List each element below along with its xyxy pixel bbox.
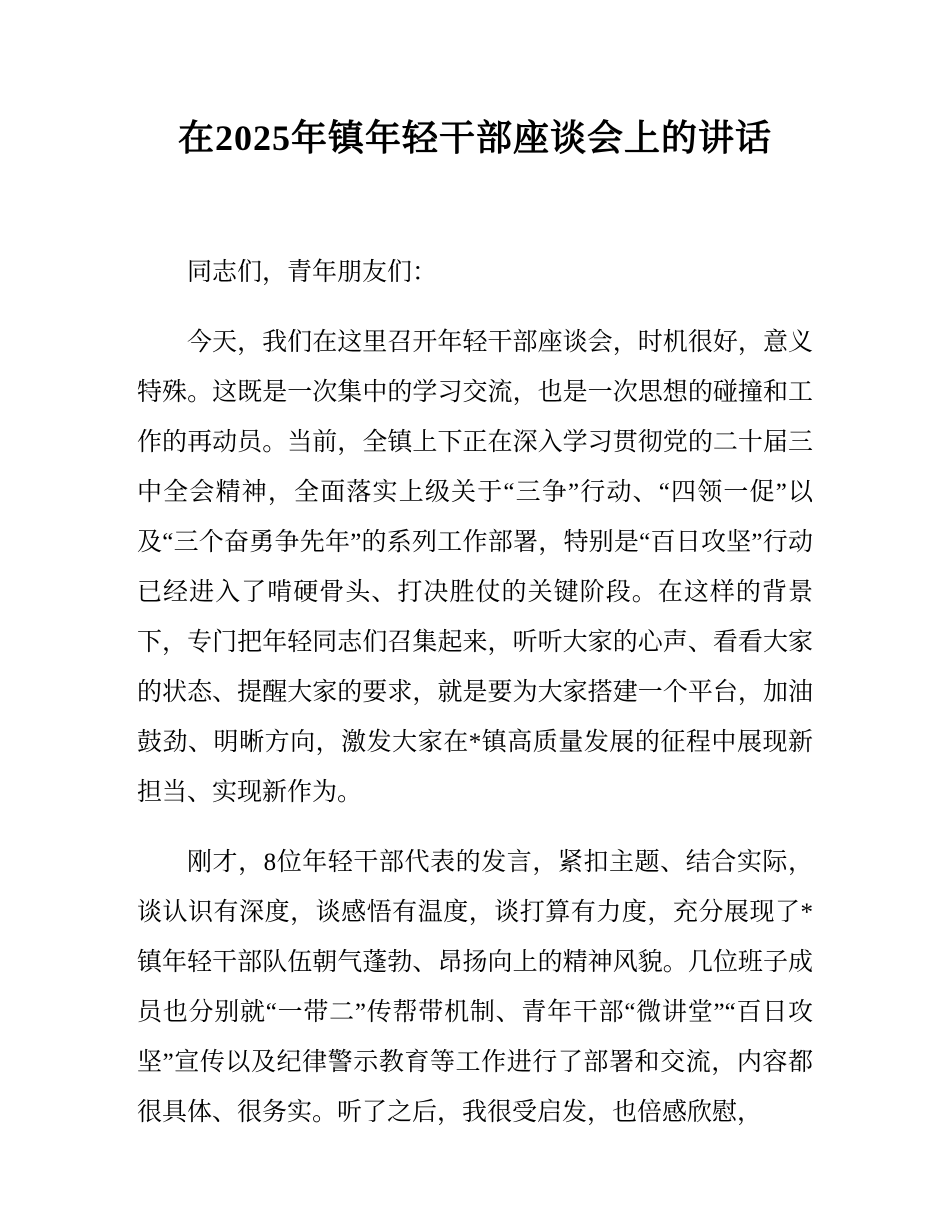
paragraph-opening: 今天，我们在这里召开年轻干部座谈会，时机很好，意义特殊。这既是一次集中的学习交流，也是一次思想的碰撞和工作的再动员。当前，全镇上下正在深入学习贯彻党的二十届三中全会精神，全面落实上级关于“三争”行动、“四领一促”以及“三个奋勇争先年”的系列工作部署，特别是“百日攻坚”行动已经进入了啃硬骨头、打决胜仗的关键阶段。在这样的背景下，专门把年轻同志们召集起来，听听大家的心声、看看大家的状态、提醒大家的要求，就是要为大家搭建一个平台，加油鼓劲、明晰方向，激发大家在*镇高质量发展的征程中展现新担当、实现新作为。 xyxy=(137,329,813,806)
document-title: 在2025年镇年轻干部座谈会上的讲话 xyxy=(177,118,772,158)
greeting-line: 同志们，青年朋友们： xyxy=(187,259,438,286)
paragraph-speeches-review: 刚才，8位年轻干部代表的发言，紧扣主题、结合实际，谈认识有深度，谈感悟有温度，谈打算有力度，充分展现了*镇年轻干部队伍朝气蓬勃、昂扬向上的精神风貌。几位班子成员也分别就“一带二”传帮带机制、青年干部“微讲堂”“百日攻坚”宣传以及纪律警示教育等工作进行了部署和交流，内容都很具体、很务实。听了之后，我很受启发，也倍感欣慰， xyxy=(137,849,813,1126)
